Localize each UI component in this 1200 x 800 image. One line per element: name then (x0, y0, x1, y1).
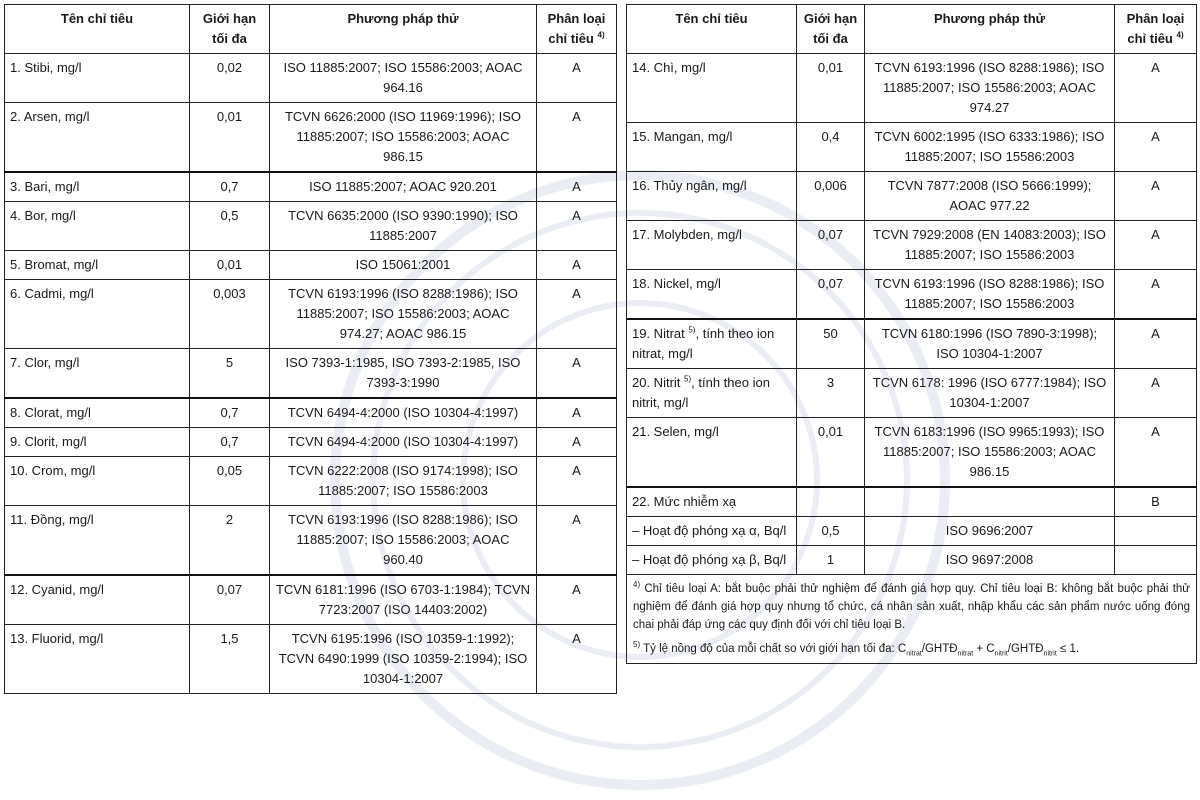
cell-name-text: 20. Nitrit (632, 375, 685, 390)
footnote-4 (633, 580, 1190, 634)
cell-method: TCVN 6181:1996 (ISO 6703-1:1984); TCVN 7723:2007 (ISO 14403:2002) (270, 575, 537, 625)
cell-method: ISO 9697:2008 (865, 546, 1115, 575)
header-method: Phương pháp thử (270, 5, 537, 54)
cell-class: A (1115, 221, 1197, 270)
cell-name: 1. Stibi, mg/l (5, 54, 190, 103)
cell-method: TCVN 6180:1996 (ISO 7890-3:1998); ISO 10304-1:2007 (865, 319, 1115, 369)
footnote-5 (633, 640, 1190, 658)
left-table (4, 4, 617, 694)
cell-name: 17. Molybden, mg/l (627, 221, 797, 270)
cell-limit: 0,01 (190, 251, 270, 280)
header-limit-line2: tối đa (212, 31, 247, 46)
footnote-5-sub: nitrit (994, 650, 1008, 658)
table-row (5, 202, 617, 251)
table-row (5, 54, 617, 103)
cell-method: TCVN 6635:2000 (ISO 9390:1990); ISO 11885:2007 (270, 202, 537, 251)
cell-method: TCVN 6183:1996 (ISO 9965:1993); ISO 11885:2007; ISO 15586:2003; AOAC 986.15 (865, 418, 1115, 488)
table-row (627, 123, 1197, 172)
cell-method: TCVN 6193:1996 (ISO 8288:1986); ISO 11885:2007; ISO 15586:2003 (865, 270, 1115, 320)
table-row (5, 280, 617, 349)
cell-name-text: , tính theo ion nitrat, mg/l (632, 326, 775, 361)
cell-method: TCVN 7877:2008 (ISO 5666:1999); AOAC 977.22 (865, 172, 1115, 221)
cell-name: 22. Mức nhiễm xạ (627, 487, 797, 517)
header-class (1115, 5, 1197, 54)
cell-method: TCVN 7929:2008 (EN 14083:2003); ISO 11885:2007; ISO 15586:2003 (865, 221, 1115, 270)
cell-limit: 50 (797, 319, 865, 369)
cell-limit: 0,01 (797, 418, 865, 488)
cell-name: 5. Bromat, mg/l (5, 251, 190, 280)
cell-name (627, 369, 797, 418)
cell-name: 18. Nickel, mg/l (627, 270, 797, 320)
cell-name: – Hoạt độ phóng xạ α, Bq/l (627, 517, 797, 546)
footnote-5-sub: nitrit (1043, 650, 1057, 658)
table-row (5, 103, 617, 173)
cell-class: A (1115, 270, 1197, 320)
cell-class: A (537, 457, 617, 506)
cell-class: A (537, 349, 617, 399)
table-row (627, 546, 1197, 575)
footnote-4-text: Chỉ tiêu loại A: bắt buộc phải thử nghiệm để đánh giá hợp quy. Chỉ tiêu loại B: không bắt buộc phải thử nghiệm để đánh giá hợp quy nhưng tổ chức, cá nhân sản xuất, nhập khẩu các sản phẩm nước uống đóng chai phải đáp ứng các quy định đối với chỉ tiêu loại B. (633, 583, 1190, 631)
cell-name: 2. Arsen, mg/l (5, 103, 190, 173)
cell-name: 11. Đồng, mg/l (5, 506, 190, 576)
cell-limit: 0,07 (190, 575, 270, 625)
cell-class: A (537, 202, 617, 251)
cell-method: TCVN 6494-4:2000 (ISO 10304-4:1997) (270, 398, 537, 428)
table-row (5, 349, 617, 399)
cell-limit: 0,7 (190, 172, 270, 202)
table-row (5, 172, 617, 202)
header-class (537, 5, 617, 54)
cell-class: A (1115, 123, 1197, 172)
header-class-line1: Phân loại (547, 11, 606, 26)
table-row (5, 251, 617, 280)
table-row (5, 506, 617, 576)
cell-limit: 0,02 (190, 54, 270, 103)
header-name: Tên chỉ tiêu (5, 5, 190, 54)
header-limit (190, 5, 270, 54)
cell-class: A (1115, 319, 1197, 369)
table-row (5, 428, 617, 457)
cell-limit: 0,006 (797, 172, 865, 221)
cell-class (1115, 546, 1197, 575)
cell-limit: 0,07 (797, 221, 865, 270)
footnote-5-marker: 5) (633, 640, 641, 650)
cell-method: TCVN 6193:1996 (ISO 8288:1986); ISO 11885:2007; ISO 15586:2003; AOAC 960.40 (270, 506, 537, 576)
cell-method: ISO 11885:2007; AOAC 920.201 (270, 172, 537, 202)
cell-class: A (537, 625, 617, 694)
cell-method: ISO 15061:2001 (270, 251, 537, 280)
cell-limit: 0,5 (797, 517, 865, 546)
cell-method: TCVN 6178: 1996 (ISO 6777:1984); ISO 10304-1:2007 (865, 369, 1115, 418)
cell-name: 10. Crom, mg/l (5, 457, 190, 506)
header-class-line2: chỉ tiêu (1127, 31, 1173, 46)
cell-limit: 1 (797, 546, 865, 575)
cell-method: TCVN 6222:2008 (ISO 9174:1998); ISO 11885:2007; ISO 15586:2003 (270, 457, 537, 506)
cell-limit: 0,4 (797, 123, 865, 172)
table-row (5, 398, 617, 428)
cell-name: 7. Clor, mg/l (5, 349, 190, 399)
table-row (627, 418, 1197, 488)
cell-class: A (1115, 369, 1197, 418)
cell-name: 4. Bor, mg/l (5, 202, 190, 251)
table-row (627, 319, 1197, 369)
header-class-sup: 4) (597, 30, 605, 40)
header-method: Phương pháp thử (865, 5, 1115, 54)
cell-method: TCVN 6002:1995 (ISO 6333:1986); ISO 11885:2007; ISO 15586:2003 (865, 123, 1115, 172)
header-name: Tên chỉ tiêu (627, 5, 797, 54)
cell-limit: 1,5 (190, 625, 270, 694)
cell-limit: 0,01 (190, 103, 270, 173)
cell-name: 9. Clorit, mg/l (5, 428, 190, 457)
cell-class: A (1115, 418, 1197, 488)
cell-class: A (537, 54, 617, 103)
cell-limit: 0,05 (190, 457, 270, 506)
footnote-row (627, 575, 1197, 664)
cell-class: A (537, 251, 617, 280)
footnote-5-sub: nitrat (906, 650, 922, 658)
footnote-5-text: + C (973, 643, 995, 655)
table-row (627, 221, 1197, 270)
table-row (627, 487, 1197, 517)
right-table (626, 4, 1197, 664)
header-class-line1: Phân loại (1126, 11, 1185, 26)
cell-class: A (537, 103, 617, 173)
cell-limit: 0,01 (797, 54, 865, 123)
cell-method: TCVN 6494-4:2000 (ISO 10304-4:1997) (270, 428, 537, 457)
cell-name (627, 319, 797, 369)
cell-method: TCVN 6626:2000 (ISO 11969:1996); ISO 11885:2007; ISO 15586:2003; AOAC 986.15 (270, 103, 537, 173)
cell-limit: 3 (797, 369, 865, 418)
cell-name-text: 19. Nitrat (632, 326, 689, 341)
table-row (5, 625, 617, 694)
cell-limit: 0,5 (190, 202, 270, 251)
table-row (5, 457, 617, 506)
table-row (627, 369, 1197, 418)
table-row (627, 270, 1197, 320)
cell-class: A (537, 172, 617, 202)
footnote-5-text: /GHTĐ (921, 643, 958, 655)
footnote-5-text: /GHTĐ (1007, 643, 1044, 655)
cell-name-text: , tính theo ion nitrit, mg/l (632, 375, 770, 410)
header-class-line2: chỉ tiêu (548, 31, 594, 46)
cell-limit: 0,7 (190, 398, 270, 428)
cell-method: TCVN 6193:1996 (ISO 8288:1986); ISO 11885:2007; ISO 15586:2003; AOAC 974.27; AOAC 986.15 (270, 280, 537, 349)
cell-name: 3. Bari, mg/l (5, 172, 190, 202)
cell-method: ISO 9696:2007 (865, 517, 1115, 546)
table-row (627, 517, 1197, 546)
cell-class: A (537, 428, 617, 457)
header-class-sup: 4) (1176, 30, 1184, 40)
cell-name: 15. Mangan, mg/l (627, 123, 797, 172)
cell-name: – Hoạt độ phóng xạ β, Bq/l (627, 546, 797, 575)
cell-name: 13. Fluorid, mg/l (5, 625, 190, 694)
table-row (5, 575, 617, 625)
cell-limit: 0,07 (797, 270, 865, 320)
cell-method: ISO 11885:2007; ISO 15586:2003; AOAC 964.16 (270, 54, 537, 103)
cell-method: ISO 7393-1:1985, ISO 7393-2:1985, ISO 7393-3:1990 (270, 349, 537, 399)
footnote-5-text: ≤ 1. (1056, 643, 1080, 655)
cell-name: 6. Cadmi, mg/l (5, 280, 190, 349)
cell-class: A (537, 398, 617, 428)
header-limit-line1: Giới hạn (803, 11, 858, 26)
cell-name: 16. Thủy ngân, mg/l (627, 172, 797, 221)
cell-class (1115, 517, 1197, 546)
table-row (627, 54, 1197, 123)
header-row (5, 5, 617, 54)
cell-class: A (537, 575, 617, 625)
cell-method: TCVN 6193:1996 (ISO 8288:1986); ISO 11885:2007; ISO 15586:2003; AOAC 974.27 (865, 54, 1115, 123)
footnote-4-marker: 4) (633, 580, 641, 590)
cell-class: A (1115, 54, 1197, 123)
cell-method: TCVN 6195:1996 (ISO 10359-1:1992); TCVN 6490:1999 (ISO 10359-2:1994); ISO 10304-1:2007 (270, 625, 537, 694)
table-row (627, 172, 1197, 221)
header-limit-line2: tối đa (813, 31, 848, 46)
cell-class: A (537, 280, 617, 349)
cell-name: 12. Cyanid, mg/l (5, 575, 190, 625)
cell-limit: 5 (190, 349, 270, 399)
cell-class: A (537, 506, 617, 576)
header-limit-line1: Giới hạn (202, 11, 257, 26)
header-row (627, 5, 1197, 54)
cell-limit: 0,003 (190, 280, 270, 349)
footnote-5-sub: nitrat (957, 650, 974, 658)
footnote-marker: 5) (684, 374, 692, 384)
cell-class: B (1115, 487, 1197, 517)
footnote-cell (627, 575, 1197, 664)
footnote-marker: 5) (688, 325, 696, 335)
footnote-5-text: Tỷ lệ nồng độ của mỗi chất so với giới hạn tối đa: C (640, 643, 907, 655)
cell-name: 8. Clorat, mg/l (5, 398, 190, 428)
cell-limit (797, 487, 865, 517)
cell-name: 14. Chì, mg/l (627, 54, 797, 123)
cell-limit: 0,7 (190, 428, 270, 457)
cell-name: 21. Selen, mg/l (627, 418, 797, 488)
cell-class: A (1115, 172, 1197, 221)
header-limit (797, 5, 865, 54)
cell-limit: 2 (190, 506, 270, 576)
cell-method (865, 487, 1115, 517)
